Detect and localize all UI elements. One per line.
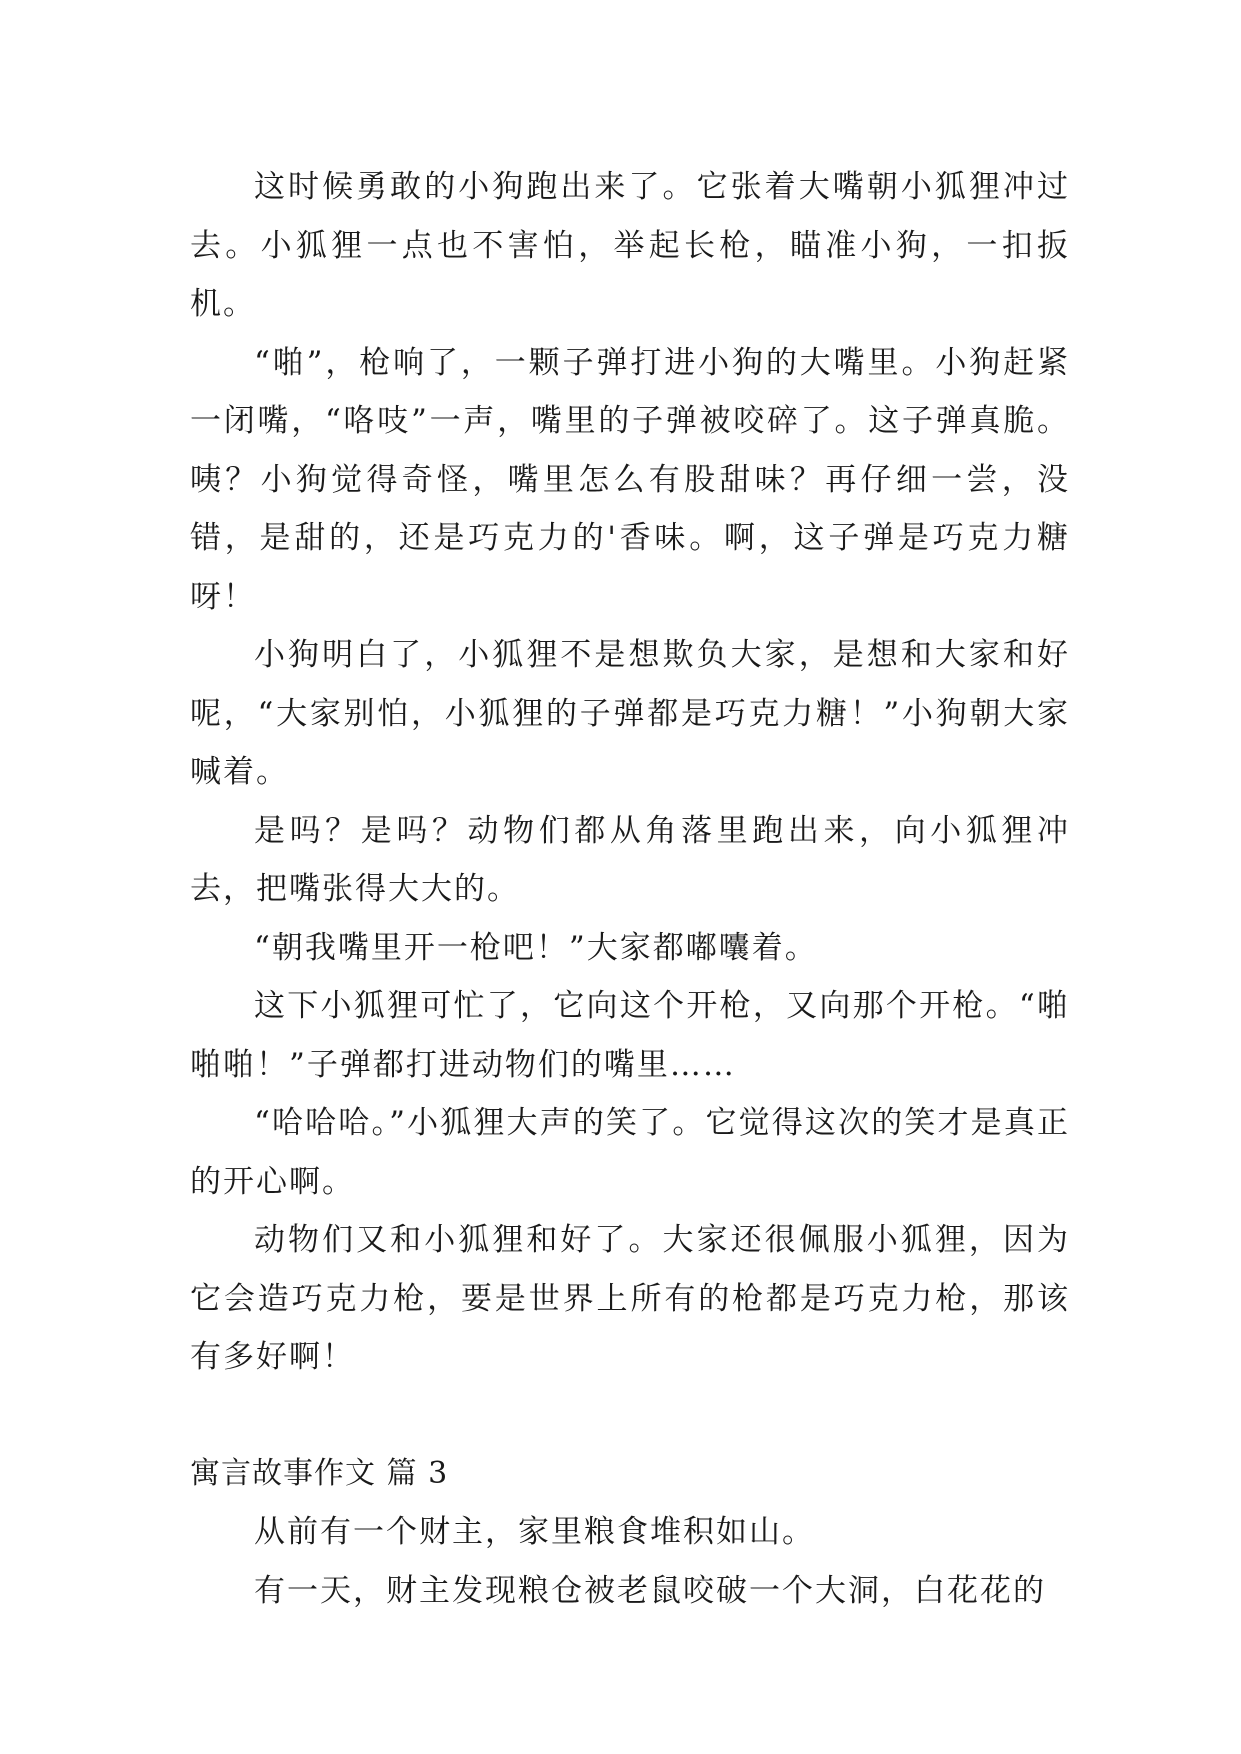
paragraph: “哈哈哈。”小狐狸大声的笑了。它觉得这次的笑才是真正的开心啊。 [190,1105,1070,1200]
article-body [190,158,1070,1620]
paragraph: 有一天，财主发现粮仓被老鼠咬破一个大洞，白花花的 [254,1572,1046,1609]
paragraph: “朝我嘴里开一枪吧！”大家都嘟囔着。 [254,929,818,966]
paragraph: “啪”，枪响了，一颗子弹打进小狗的大嘴里。小狗赶紧一闭嘴，“咯吱”一声，嘴里的子弹被咬碎了。这子弹真脆。咦？小狗觉得奇怪，嘴里怎么有股甜味？再仔细一尝，没错，是甜的，还是巧克力的'香味。啊，这子弹是巧克力糖呀！ [190,344,1070,615]
paragraph: 小狗明白了，小狐狸不是想欺负大家，是想和大家和好呢，“大家别怕，小狐狸的子弹都是巧克力糖！”小狗朝大家喊着。 [190,637,1070,790]
paragraph: 是吗？是吗？动物们都从角落里跑出来，向小狐狸冲去，把嘴张得大大的。 [190,812,1070,907]
paragraph: 动物们又和小狐狸和好了。大家还很佩服小狐狸，因为它会造巧克力枪，要是世界上所有的枪都是巧克力枪，那该有多好啊！ [190,1222,1070,1375]
paragraph: 这时候勇敢的小狗跑出来了。它张着大嘴朝小狐狸冲过去。小狐狸一点也不害怕，举起长枪，瞄准小狗，一扣扳机。 [190,169,1070,322]
section-heading: 寓言故事作文 篇 3 [190,1455,449,1491]
paragraph: 这下小狐狸可忙了，它向这个开枪，又向那个开枪。“啪啪啪！”子弹都打进动物们的嘴里…… [190,988,1070,1083]
paragraph: 从前有一个财主，家里粮食堆积如山。 [254,1514,815,1550]
